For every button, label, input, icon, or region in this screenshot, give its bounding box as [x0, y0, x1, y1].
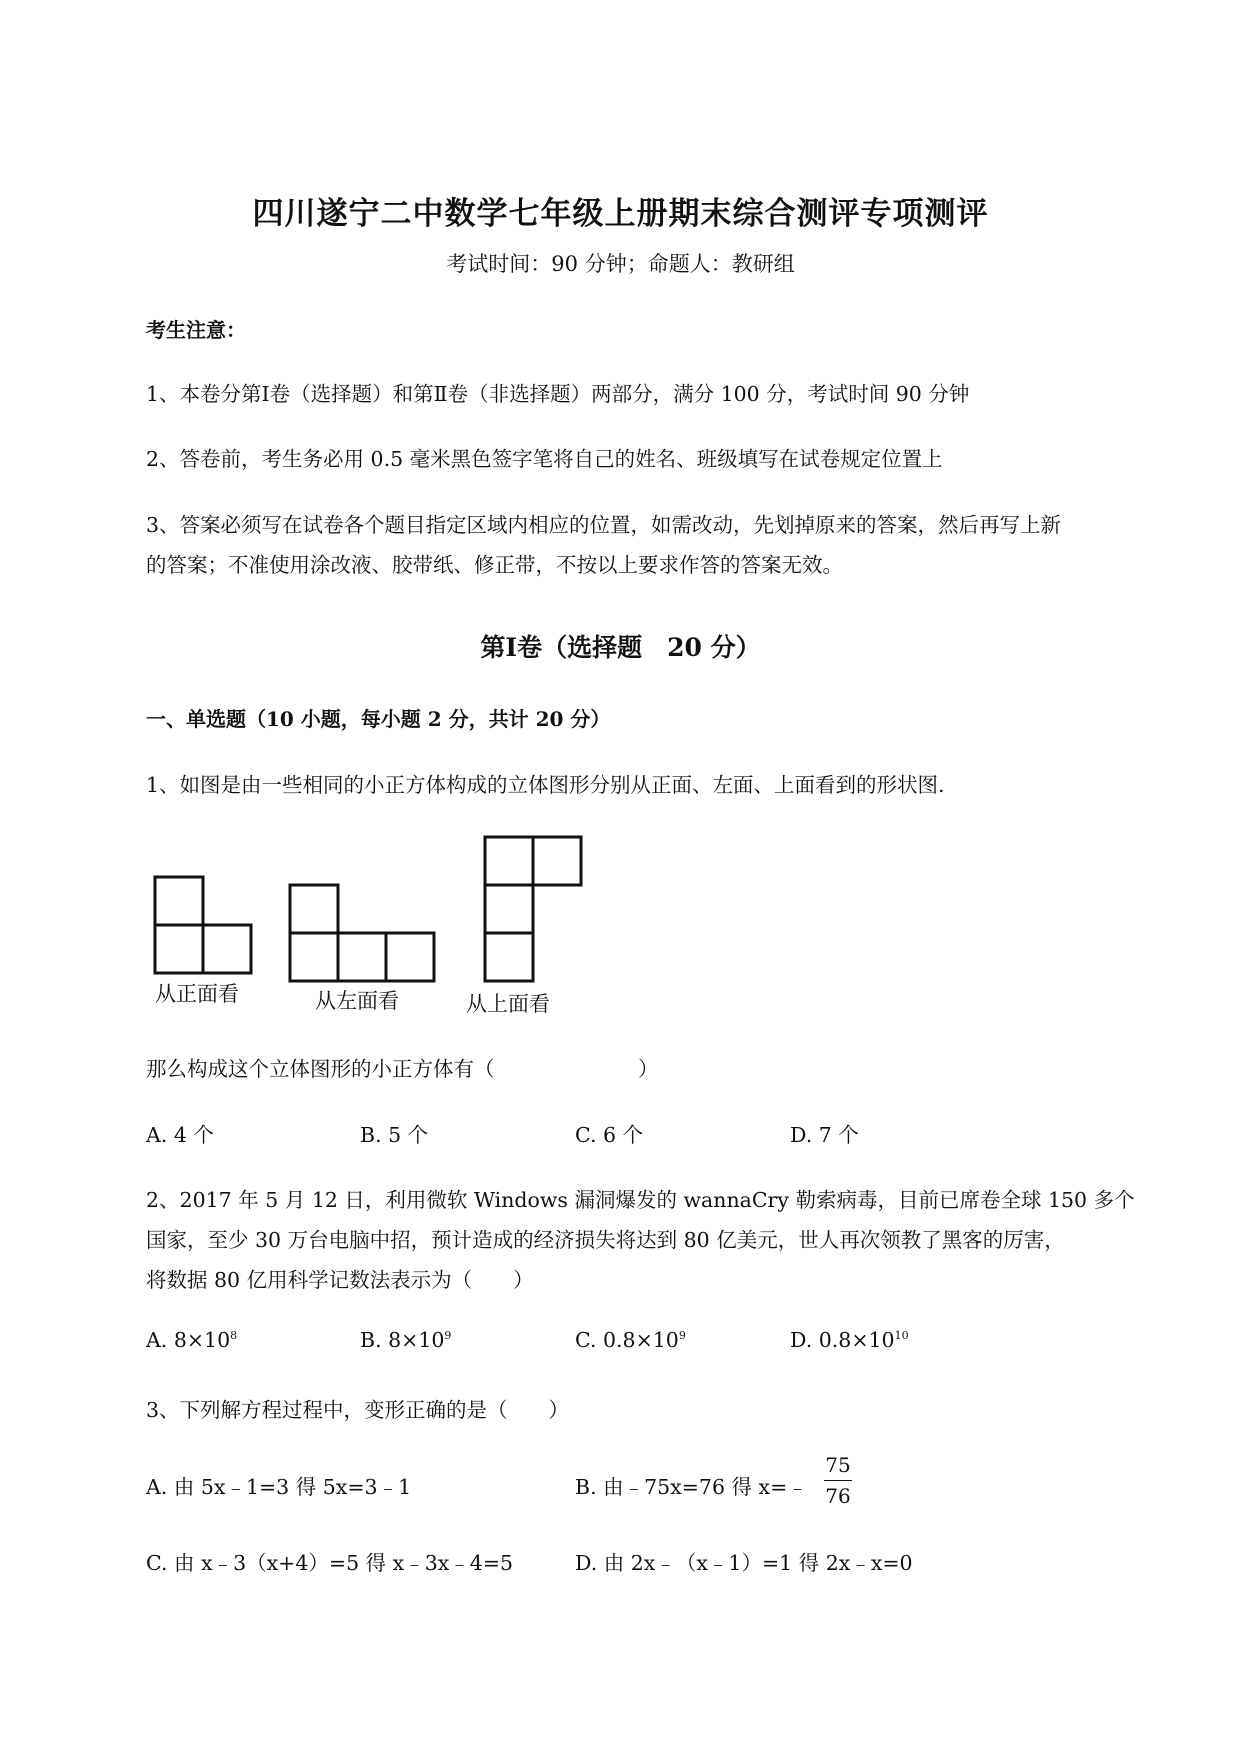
- question-3-stem: 3、下列解方程过程中，变形正确的是（ ）: [146, 1398, 570, 1422]
- question-3-option-a: A. 由 5x﹣1=3 得 5x=3﹣1: [146, 1475, 412, 1499]
- fraction-denominator: 76: [825, 1484, 851, 1508]
- notice-heading: 考生注意：: [146, 318, 246, 342]
- question-1-stem: 1、如图是由一些相同的小正方体构成的立体图形分别从正面、左面、上面看到的形状图.: [146, 773, 945, 797]
- notice-item-3-cont: 的答案；不准使用涂改液、胶带纸、修正带，不按以上要求作答的答案无效。: [146, 553, 843, 577]
- front-view-shape: [155, 877, 251, 973]
- fraction-numerator: 75: [825, 1453, 851, 1477]
- question-2-option-d: D. $0.8\times 10^{10}$: [790, 1328, 909, 1352]
- part-heading: 一、单选题（10 小题，每小题 2 分，共计 20 分）: [146, 707, 611, 731]
- question-2-option-a: A. $8\times 10^8$: [146, 1328, 238, 1352]
- question-3-option-b-fraction: [824, 1453, 852, 1508]
- question-2-line-2: 国家，至少 30 万台电脑中招，预计造成的经济损失将达到 80 亿美元，世人再次领教了黑客的厉害，: [146, 1228, 1065, 1252]
- question-3-option-d: D. 由 2x﹣（x﹣1）=1 得 2x﹣x=0: [575, 1551, 913, 1575]
- notice-item-3: 3、答案必须写在试卷各个题目指定区域内相应的位置，如需改动，先划掉原来的答案，然后再写上新: [146, 513, 1062, 537]
- exam-info: 考试时间：90 分钟；命题人：教研组: [446, 252, 795, 276]
- question-1-option-d: D. 7 个: [790, 1123, 859, 1147]
- question-1-prompt: 那么构成这个立体图形的小正方体有（ ）: [146, 1057, 659, 1081]
- question-1-option-b: B. 5 个: [360, 1123, 429, 1147]
- notice-item-1: 1、本卷分第Ⅰ卷（选择题）和第Ⅱ卷（非选择题）两部分，满分 100 分，考试时间 90 分钟: [146, 382, 970, 406]
- notice-item-2: 2、答卷前，考生务必用 0.5 毫米黑色签字笔将自己的姓名、班级填写在试卷规定位置上: [146, 447, 943, 471]
- question-3-option-b: B. 由﹣75x=76 得 x=﹣: [575, 1475, 808, 1499]
- question-2-line-1: 2、2017 年 5 月 12 日，利用微软 Windows 漏洞爆发的 wannaCry 勒索病毒，目前已席卷全球 150 多个: [146, 1188, 1135, 1212]
- question-1-option-c: C. 6 个: [575, 1123, 644, 1147]
- fraction-bar: [824, 1480, 852, 1481]
- top-view-label: 从上面看: [466, 992, 550, 1016]
- top-view-shape: [485, 837, 581, 981]
- question-1-option-a: A. 4 个: [146, 1123, 214, 1147]
- left-view-shape: [290, 885, 434, 981]
- left-view-label: 从左面看: [315, 989, 399, 1013]
- front-view-label: 从正面看: [155, 982, 239, 1006]
- question-2-option-c: C. $0.8\times 10^9$: [575, 1328, 686, 1352]
- question-3-option-c: C. 由 x﹣3（x+4）=5 得 x﹣3x﹣4=5: [146, 1551, 514, 1575]
- question-2-line-3: 将数据 80 亿用科学记数法表示为（ ）: [146, 1268, 534, 1292]
- section-title: 第Ⅰ卷（选择题 20 分）: [480, 633, 761, 662]
- page-title: 四川遂宁二中数学七年级上册期末综合测评专项测评: [252, 196, 989, 232]
- question-2-option-b: B. $8\times 10^9$: [360, 1328, 452, 1352]
